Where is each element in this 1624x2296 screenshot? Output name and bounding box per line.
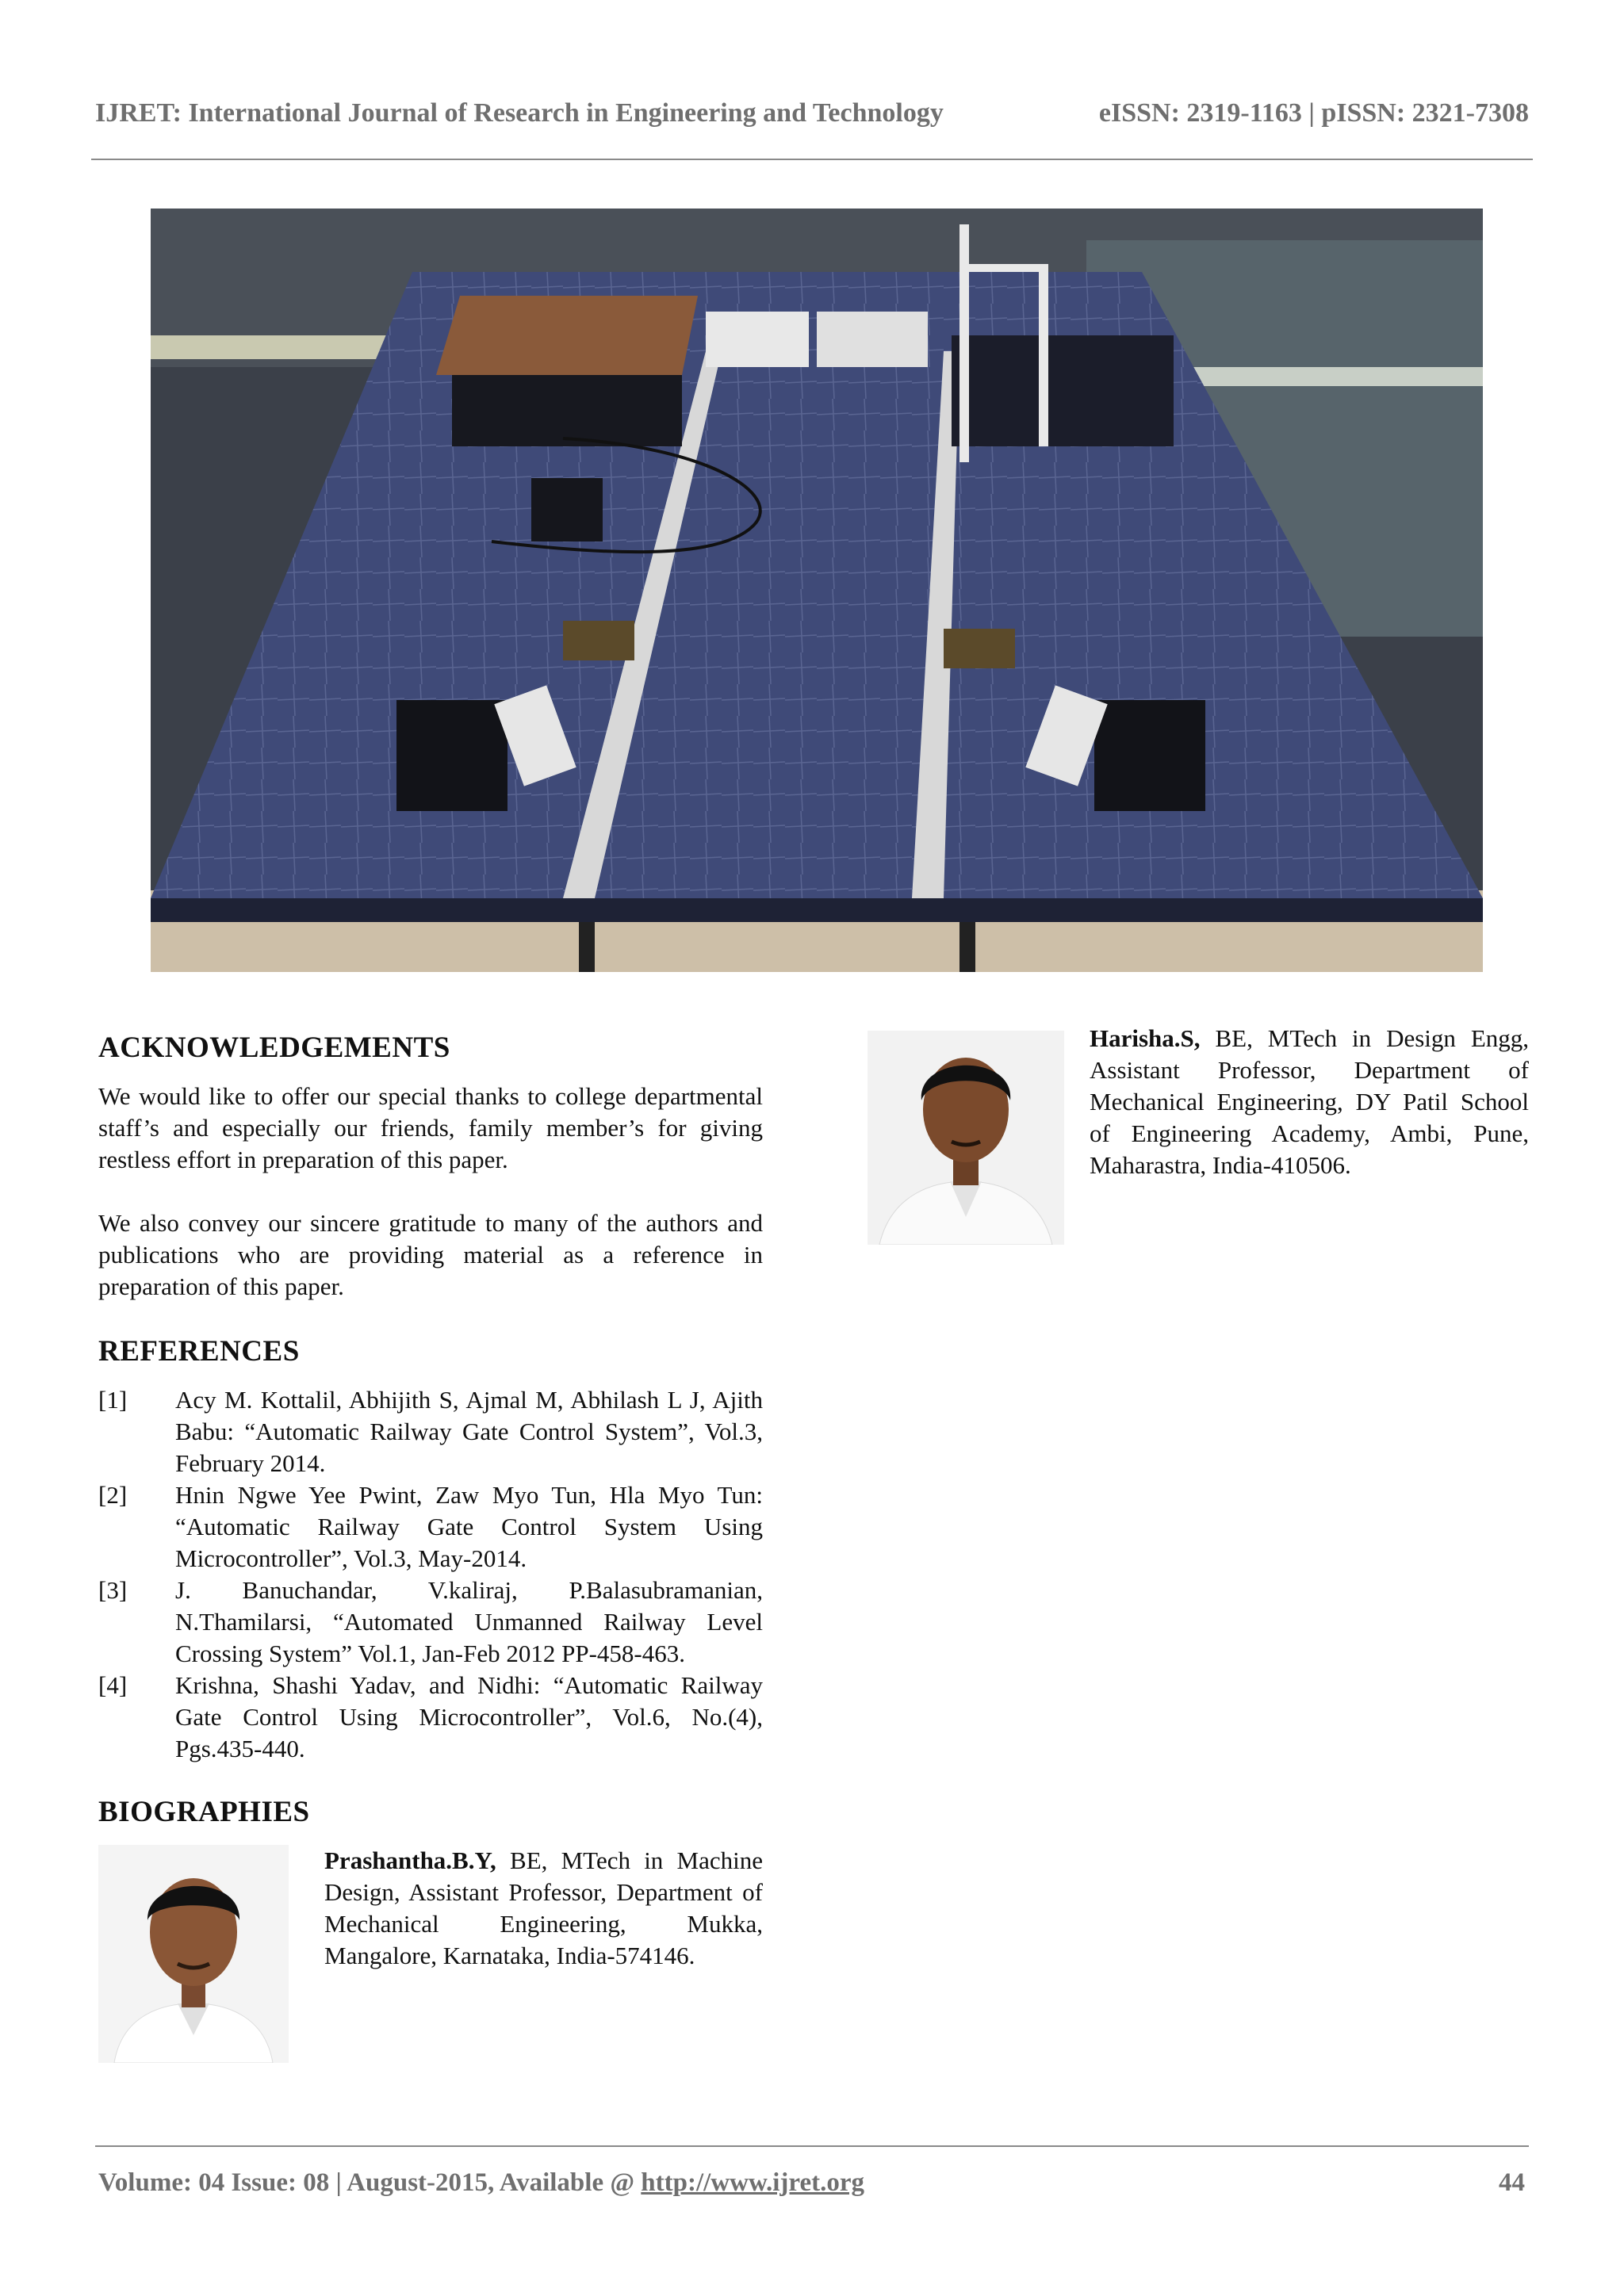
reference-number: [4]	[98, 1671, 128, 1699]
header-divider	[91, 159, 1533, 160]
author-photo-prashantha	[98, 1845, 289, 2063]
right-column	[868, 1024, 1530, 1245]
footer-divider	[95, 2145, 1529, 2147]
references-heading: REFERENCES	[98, 1335, 300, 1368]
journal-title: IJRET: International Journal of Research in Engineering and Technology	[95, 98, 944, 128]
left-column	[98, 1031, 763, 2063]
reference-text: Acy M. Kottalil, Abhijith S, Ajmal M, Abhilash L J, Ajith Babu: “Automatic Railway Gate Control System”, Vol.3, February 2014.	[175, 1386, 763, 1477]
author-details: BE, MTech in Machine Design, Assistant Professor, Department of Mechanical Engineering, Mukka, Mangalore, Karnataka, India-574146.	[324, 1846, 763, 1969]
running-footer	[98, 2164, 1525, 2201]
biographies-heading: BIOGRAPHIES	[98, 1796, 310, 1828]
portrait-icon	[868, 1031, 1064, 1245]
running-header	[95, 94, 1529, 133]
author-name: Harisha.S,	[1090, 1024, 1201, 1052]
footer-volume: Volume: 04 Issue: 08 | August-2015, Available @	[98, 2168, 642, 2197]
footer-url-link[interactable]: http://www.ijret.org	[641, 2168, 864, 2197]
reference-item	[98, 1479, 763, 1575]
references-list	[98, 1384, 763, 1765]
reference-text: Hnin Ngwe Yee Pwint, Zaw Myo Tun, Hla Myo Tun: “Automatic Railway Gate Control System Using Microcontroller”, Vol.3, May-2014.	[175, 1481, 763, 1572]
author-name: Prashantha.B.Y,	[324, 1846, 496, 1874]
portrait-icon	[98, 1845, 289, 2063]
issn-info: eISSN: 2319-1163 | pISSN: 2321-7308	[1098, 98, 1529, 128]
biography-harisha	[868, 1024, 1530, 1245]
reference-number: [3]	[98, 1576, 128, 1604]
reference-number: [1]	[98, 1386, 128, 1414]
reference-number: [2]	[98, 1481, 128, 1509]
reference-item	[98, 1670, 763, 1765]
biography-text	[324, 1845, 763, 1972]
prototype-photo-drawing	[151, 209, 1483, 972]
biography-text	[1090, 1023, 1529, 1181]
acknowledgements-paragraph-2: We also convey our sincere gratitude to many of the authors and publications who are providing material as a reference in preparation of this paper.	[98, 1209, 763, 1300]
acknowledgements-paragraph-1: We would like to offer our special thanks to college departmental staff’s and especially our friends, family member’s for giving restless effort in preparation of this paper.	[98, 1082, 763, 1173]
reference-text: Krishna, Shashi Yadav, and Nidhi: “Automatic Railway Gate Control Using Microcontroller”, Vol.6, No.(4), Pgs.435-440.	[175, 1671, 763, 1762]
biography-prashantha	[98, 1845, 763, 2063]
acknowledgements-heading: ACKNOWLEDGEMENTS	[98, 1031, 450, 1064]
reference-text: J. Banuchandar, V.kaliraj, P.Balasubramanian, N.Thamilarsi, “Automated Unmanned Railway Level Crossing System” Vol.1, Jan-Feb 2012 PP-458-463.	[175, 1576, 763, 1667]
footer-volume-info	[98, 2168, 864, 2198]
page-number: 44	[1499, 2168, 1525, 2197]
author-photo-harisha	[868, 1031, 1064, 1245]
reference-item	[98, 1384, 763, 1479]
author-details: BE, MTech in Design Engg, Assistant Professor, Department of Mechanical Engineering, DY Patil School of Engineering Academy, Ambi, Pune, Maharastra, India-410506.	[1090, 1024, 1530, 1179]
prototype-photo	[151, 209, 1483, 972]
reference-item	[98, 1575, 763, 1670]
